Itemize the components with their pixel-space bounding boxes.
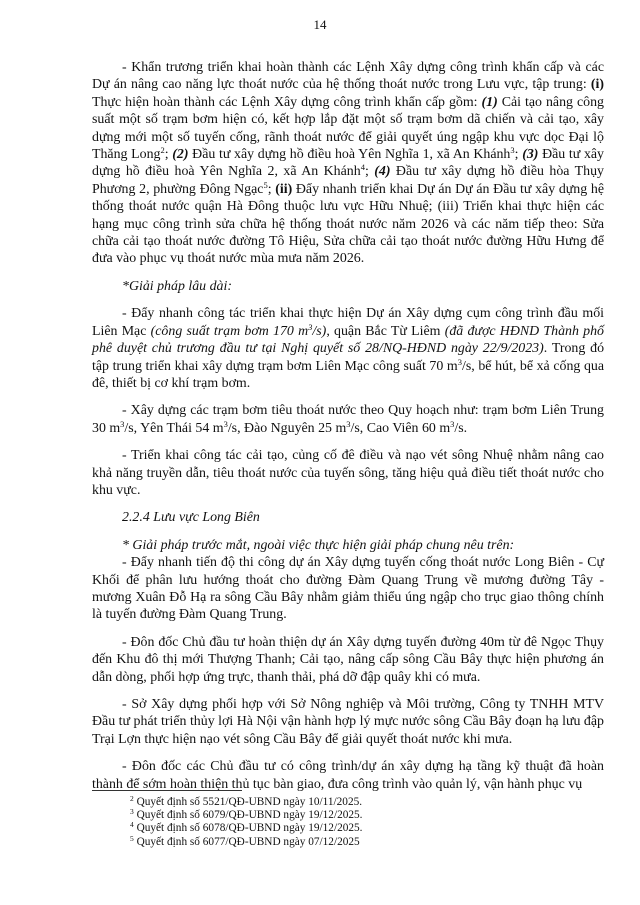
heading-long-bien-basin: 2.2.4 Lưu vực Long Biên xyxy=(122,510,260,526)
page-number: 14 xyxy=(313,17,327,32)
footnote-item: $^2$ Quyết định số 5521/QĐ-UBND ngày 10/11/2025. xyxy=(130,794,363,808)
paragraph-nhue-river: - Triển khai công tác cải tạo, củng cố đê điều và nạo vét sông Nhuệ nhằm nâng cao khả năng truyền dẫn, tiêu thoát nước của tuyến sông, tăng hiệu quả điều tiết thoát nước cho khu vực. xyxy=(92,448,604,498)
footnote-ref: 5 xyxy=(263,179,268,190)
footnote-item: $^3$ Quyết định số 6079/QĐ-UBND ngày 19/12/2025. xyxy=(130,807,363,822)
footnote-ref: 3 xyxy=(510,145,515,156)
footnotes xyxy=(92,796,604,849)
paragraph-emergency-works: - Khẩn trương triển khai hoàn thành các Lệnh Xây dựng công trình khẩn cấp và các Dự án nâng cao năng lực thoát nước của hệ thống thoát nước trong Lưu vực, tập trung: (i) Thực hiện hoàn thành các Lệnh Xây dựng công trình khẩn cấp gồm: (1) Cải tạo nâng công suất một số trạm bơm hiện có, kết hợp lắp đặt một số trạm bơm dã chiến và cải tạo, xây dựng mới một số tuyến cống, rãnh thoát nước để giải quyết úng ngập khu vực dọc Đại lộ Thăng Long$^2$; (2) Đầu tư xây dựng hồ điều hoà Yên Nghĩa 1, xã An Khánh$^3$; (3) Đầu tư xây dựng hồ điều hoà Yên Nghĩa 2, xã An Khánh$^4$; (4) Đầu tư xây dựng hồ điều hòa Thụy Phương 2, phường Đông Ngạc$^5$; (ii) Đẩy nhanh triển khai Dự án Dự án Đầu tư xây dựng hệ thống thoát nước quận Hà Đông thuộc lưu vực Hữu Nhuệ; (iii) Triển khai thực hiện các hạng mục công trình sửa chữa hệ thống thoát nước năm 2026 và các năm tiếp theo: Sửa chữa cải tạo thoát nước đường Tô Hiệu, Sửa chữa cải tạo thoát nước đường Hữu Hưng để đưa vào phục vụ thoát nước mùa mưa năm 2026. xyxy=(92,60,605,267)
paragraph-cau-bay-river: - Sở Xây dựng phối hợp với Sở Nông nghiệp và Môi trường, Công ty TNHH MTV Đầu tư phát triển thủy lợi Hà Nội vận hành hợp lý mực nước sông Cầu Bây đoạn hạ lưu đập Trại Lợn thực hiện nạo vét sông Cầu Bây để giải quyết thoát nước khi mưa. xyxy=(92,697,604,747)
footnote-ref: 4 xyxy=(360,162,365,173)
heading-long-term-solutions: *Giải pháp lâu dài: xyxy=(122,278,232,294)
paragraph-road-40m: - Đôn đốc Chủ đầu tư hoàn thiện dự án Xây dựng tuyến đường 40m từ đê Ngọc Thụy đến Khu đô thị mới Thượng Thanh; Cải tạo, nâng cấp sông Cầu Bây thực hiện phương án dẫn dòng, phối hợp ứng trực, thanh thải, phá dỡ đập quây khi có mưa. xyxy=(92,634,604,685)
footnote-item: $^5$ Quyết định số 6077/QĐ-UBND ngày 07/12/2025 xyxy=(130,833,360,848)
footnote-divider xyxy=(92,790,242,791)
footnote-ref: 2 xyxy=(160,145,165,156)
heading-short-term-solutions: * Giải pháp trước mắt, ngoài việc thực hiện giải pháp chung nêu trên: xyxy=(122,537,515,553)
paragraph-handover: - Đôn đốc các Chủ đầu tư có công trình/dự án xây dựng hạ tầng kỹ thuật đã hoàn thành để sớm hoàn thiện thủ tục bàn giao, đưa công trình vào quản lý, vận hành phục vụ xyxy=(92,759,604,792)
paragraph-pump-stations: - Xây dựng các trạm bơm tiêu thoát nước theo Quy hoạch như: trạm bơm Liên Trung 30 $m^3/s$, Yên Thái 54 $m^3/s$, Đào Nguyên 25 $m^3/s$, Cao Viên 60 $m^3/s$. xyxy=(92,403,604,436)
paragraph-long-bien-sewer: - Đẩy nhanh tiến độ thi công dự án Xây dựng tuyến cống thoát nước Long Biên - Cự Khối để phân lưu hướng thoát cho đường Đàm Quang Trung về mương đường Tây - mương Xuân Đỗ Hạ ra sông Cầu Bây nhằm giảm thiểu úng ngập cho trục giao thông chính là tuyến đường Đàm Quang Trung. xyxy=(92,555,604,623)
page-body xyxy=(92,59,604,793)
footnote-item: $^4$ Quyết định số 6078/QĐ-UBND ngày 19/12/2025. xyxy=(130,820,363,835)
paragraph-lien-mac: - Đẩy nhanh công tác triển khai thực hiện Dự án Xây dựng cụm công trình đầu mối Liên Mạc (công suất trạm bơm 170 $m^3/s$), quận Bắc Từ Liêm (đã được HĐND Thành phố phê duyệt chủ trương đầu tư tại Nghị quyết số 28/NQ-HĐND ngày 22/9/2023). Trong đó tập trung triển khai xây dựng trạm bơm Liên Mạc công suất 70 $m^3/s$, bể hút, bể xả cống qua đê, thiết bị cơ khí trạm bơm. xyxy=(92,306,605,391)
